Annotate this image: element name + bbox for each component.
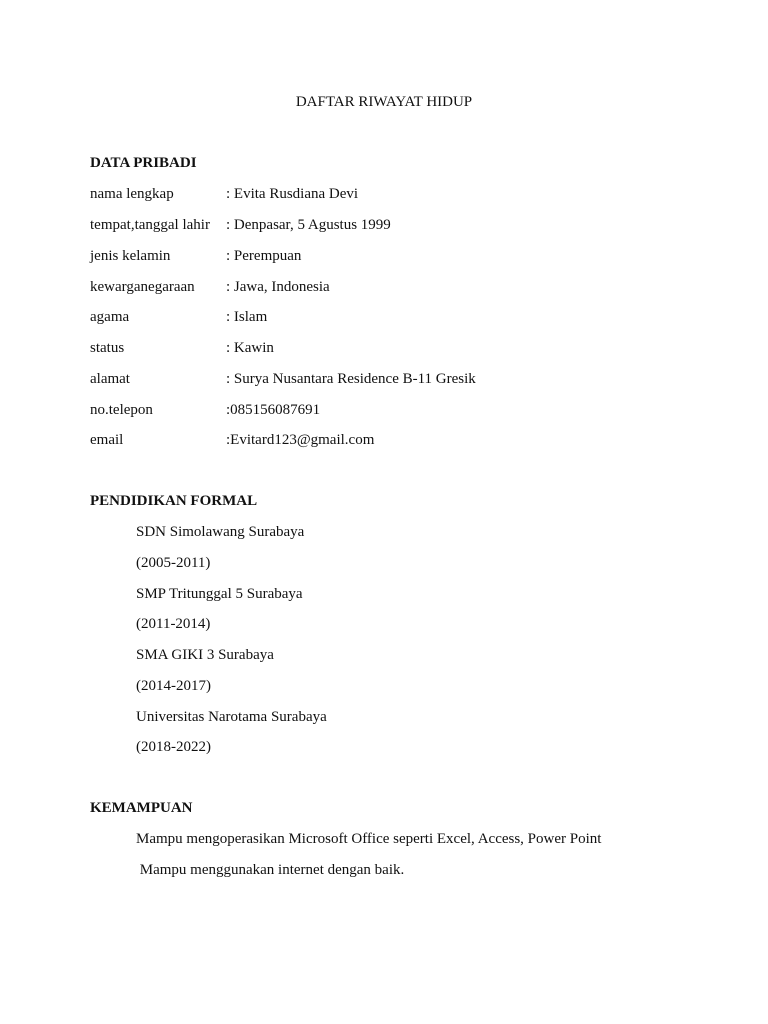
- field-label: agama: [90, 309, 130, 325]
- section-heading-skills: KEMAMPUAN: [90, 800, 193, 816]
- education-line: SMA GIKI 3 Surabaya: [136, 647, 274, 663]
- field-value: :Evitard123@gmail.com: [226, 432, 375, 448]
- field-label: status: [90, 340, 125, 356]
- education-line: (2018-2022): [136, 739, 211, 755]
- field-label: kewarganegaraan: [90, 279, 195, 295]
- field-label: tempat,tanggal lahir: [90, 217, 210, 233]
- education-line: SDN Simolawang Surabaya: [136, 524, 305, 540]
- field-label: email: [90, 432, 124, 448]
- education-line: (2011-2014): [136, 616, 211, 632]
- field-value: : Evita Rusdiana Devi: [226, 186, 359, 202]
- education-line: (2014-2017): [136, 678, 211, 694]
- education-line: SMP Tritunggal 5 Surabaya: [136, 586, 303, 602]
- field-label: nama lengkap: [90, 186, 174, 202]
- field-value: : Islam: [226, 309, 268, 325]
- field-value: : Jawa, Indonesia: [226, 279, 330, 295]
- education-line: (2005-2011): [136, 555, 211, 571]
- section-heading-personal: DATA PRIBADI: [90, 155, 197, 171]
- section-heading-education: PENDIDIKAN FORMAL: [90, 493, 258, 509]
- field-label: alamat: [90, 371, 130, 387]
- field-value: :085156087691: [226, 402, 321, 418]
- field-label: no.telepon: [90, 402, 153, 418]
- education-line: Universitas Narotama Surabaya: [136, 709, 327, 725]
- field-value: : Surya Nusantara Residence B-11 Gresik: [226, 371, 476, 387]
- field-value: : Perempuan: [226, 248, 302, 264]
- field-value: : Denpasar, 5 Agustus 1999: [226, 217, 391, 233]
- document-title: DAFTAR RIWAYAT HIDUP: [295, 94, 473, 110]
- skill-line: Mampu menggunakan internet dengan baik.: [136, 862, 405, 878]
- skill-line: Mampu mengoperasikan Microsoft Office seperti Excel, Access, Power Point: [136, 831, 602, 847]
- field-label: jenis kelamin: [90, 248, 171, 264]
- field-value: : Kawin: [226, 340, 274, 356]
